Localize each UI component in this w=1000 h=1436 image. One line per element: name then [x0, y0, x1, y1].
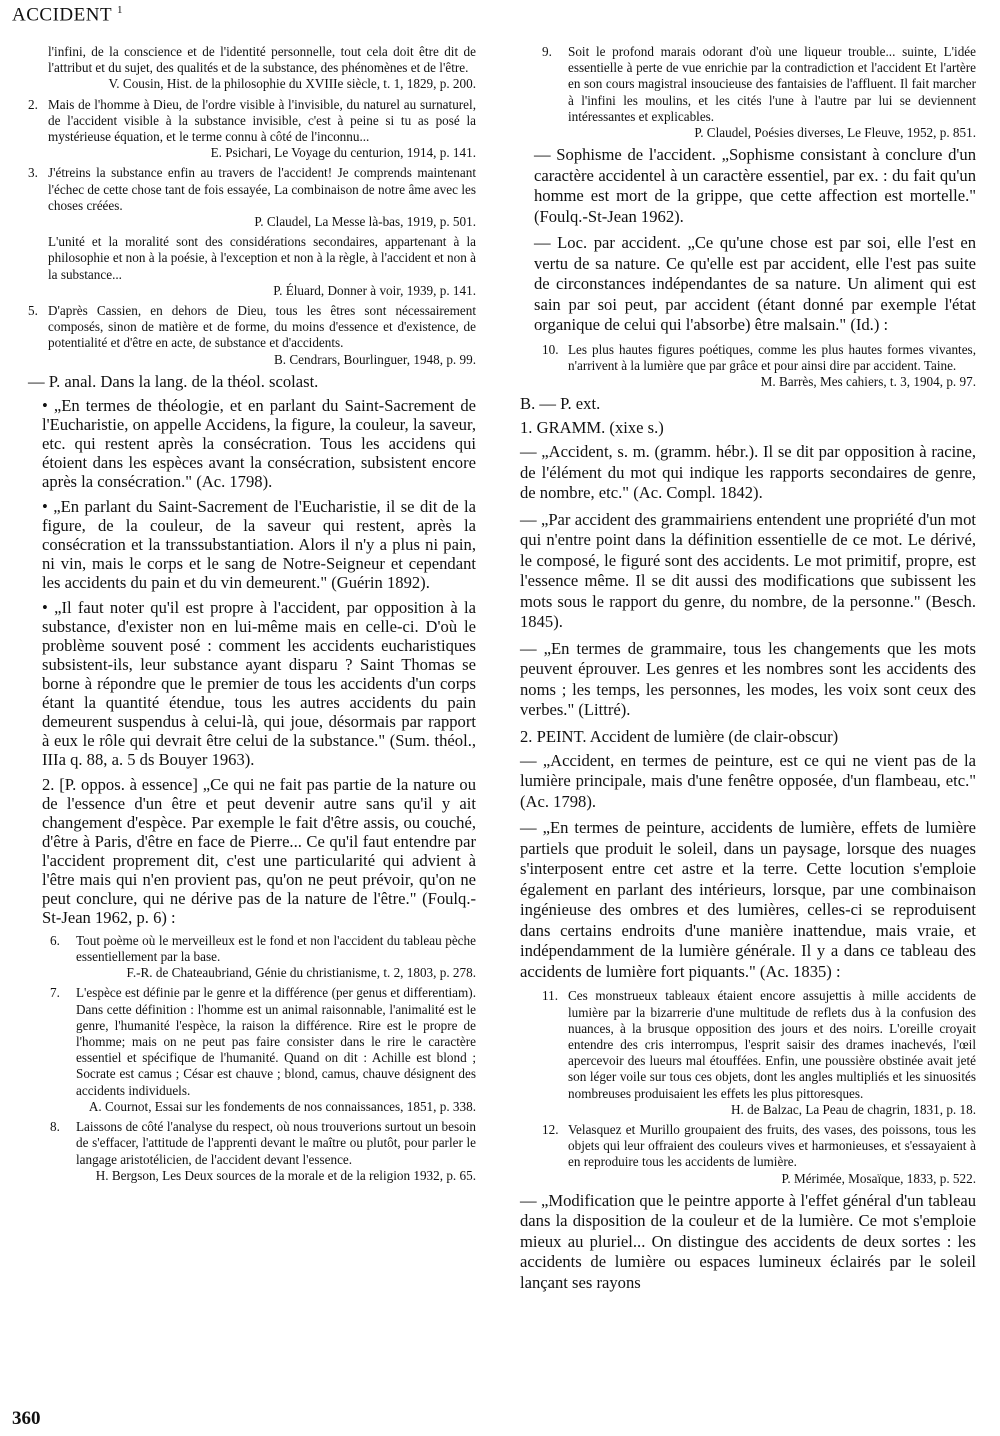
definition-paragraph: — „Par accident des grammairiens entendent une propriété d'un mot qui n'entre point dans la définition essentielle de ce mot. Le dérivé, le composé, le figuré sont des accidents. Le mot primitif, propre, est l'essence même. Il se dit aussi des modifications que subissent les mots sous le rapport du genre, du nombre, de la personne." (Besch. 1845).	[520, 509, 976, 632]
definition-paragraph: — „Accident, en termes de peinture, est ce qui ne vient pas de la lumière principale, mais d'une fenêtre opposée, d'un flambeau, etc." (Ac. 1798).	[520, 750, 976, 811]
section-p-anal: — P. anal. Dans la lang. de la théol. scolast.	[28, 371, 319, 391]
definition-paragraph: • „En termes de théologie, et en parlant du Saint-Sacrement de l'Eucharistie, on appelle Accidens, la figure, la couleur, la saveur, etc. qui restent après la consécration. Tous les accidens qui étoient dans les espèces avant la consécration, subsistent encore après la consécration." (Ac. 1798).	[42, 395, 476, 491]
quote-12: 12. Velasquez et Murillo groupaient des fruits, des vases, des poissons, tous les objets qui leur offraient des couleurs vives et harmonieuses, et s'essayaient à en reproduire tous les accidents de lumière. P. Mérimée, Mosaïque, 1833, p. 522.	[542, 1121, 976, 1186]
quote-5: 5. D'après Cassien, en dehors de Dieu, tous les êtres sont nécessairement composés, sinon de matière et de forme, du moins d'essence et d'existence, de potentialité et d'être en acte, de substance et d'accidents. B. Cendrars, Bourlinguer, 1948, p. 99.	[28, 303, 476, 367]
definition-paragraph: — „Modification que le peintre apporte à l'effet général d'un tableau dans la disposition de la couleur et de la lumière. Ce mot s'emploie mieux au pluriel... On distingue des accidents de deux sortes : les accidents de lumière ou espaces lumineux éclairés par le soleil lançant ses rayons	[520, 1190, 976, 1292]
quote-source: P. Mérimée, Mosaïque, 1833, p. 522.	[781, 1170, 976, 1186]
definition-paragraph: • „En parlant du Saint-Sacrement de l'Eucharistie, il se dit de la figure, de la couleur, de la saveur qui restent, après la consécration et la transsubstantiation. Alors il n'y a plus ni pain, ni vin, mais le corps et le sang de Notre-Seigneur et cependant les accidents du pain et du vin demeurent." (Guérin 1892).	[42, 496, 476, 592]
quote-8: 8. Laissons de côté l'analyse du respect, où nous trouverions surtout un besoin de s'effacer, l'attitude de l'apprenti devant le maître ou plutôt, pour parler le langage aristotélicien, de l'accident devant l'essence. H. Bergson, Les Deux sources de la morale et de la religion 1932, p. 65.	[50, 1119, 476, 1183]
definition-paragraph: — „En termes de peinture, accidents de lumière, effets de lumière partiels que produit le soleil, dans un paysage, lorsque des nuages s'interposent entre cet astre et la terre. Cette locution s'emploie également en parlant des intérieurs, lorsque, par une combinaison ingénieuse des ombres et des lumières, celles-ci se reproduisent dans certains endroits d'une manière inattendue, mais vraie, et indépendamment de la lumière générale. Il y a dans ce tableau des accidents de lumière fort piquants." (Ac. 1835) :	[520, 818, 976, 981]
quote-source: E. Psichari, Le Voyage du centurion, 1914, p. 141.	[210, 145, 476, 161]
quote-source: F.-R. de Chateaubriand, Génie du christianisme, t. 2, 1803, p. 278.	[126, 965, 476, 981]
quote-source: P. Claudel, La Messe là-bas, 1919, p. 501.	[254, 214, 476, 230]
section-peint-head: 2. PEINT. Accident de lumière (de clair-obscur)	[520, 726, 839, 746]
definition-paragraph: 2. [P. oppos. à essence] „Ce qui ne fait pas partie de la nature ou de l'essence d'un être et peut devenir autre sans qu'il y ait changement d'espèce. Par exemple le fait d'être assis, ou couché, d'être à Paris, d'être en face de Pierre... Ce qu'il faut entendre par l'accident proprement dit, c'est une particularité qui advient à l'être mais qui n'en provient pas, qu'on ne peut prévoir, qu'on ne peut conclure, qui ne dérive pas de la nature de l'être." (Foulq.-St-Jean 1962, p. 6) :	[42, 774, 476, 927]
section-gramm-head: 1. GRAMM. (xixe s.)	[520, 418, 664, 438]
definition-paragraph: — Sophisme de l'accident. „Sophisme consistant à conclure d'un caractère accidentel à un caractère essentiel, par ex. : du fait qu'un homme est mort de la grippe, que cette affection est mortelle." (Foulq.-St-Jean 1962).	[534, 145, 976, 226]
left-column	[28, 44, 476, 1188]
quote-source: H. Bergson, Les Deux sources de la morale et de la religion 1932, p. 65.	[95, 1167, 476, 1183]
definition-paragraph: • „Il faut noter qu'il est propre à l'accident, par opposition à la substance, d'exister non en lui-même mais en celle-ci. D'où le problème souvent posé : comment les accidents eucharistiques subsistent-ils, leur substance ayant disparu ? Saint Thomas se borne à répondre que le premier de tous les accidents d'un corps étant la quantité étendue, tous les autres accidents du pain demeurent suspendus à celui-là, qui joue, désormais par rapport à eux le rôle qui devrait être celui de la substance." (Sum. théol., IIIa q. 88, a. 5 ds Bouyer 1963).	[42, 597, 476, 769]
header-title: ACCIDENT	[12, 4, 112, 26]
definition-paragraph: — Loc. par accident. „Ce qu'une chose est par soi, elle l'est en vertu de sa nature. Ce qu'elle est par accident, elle l'est pas suite de circonstances indépendantes de sa nature. Un aliment qui est sain par soi peut, par accident (étant donné par exemple l'état organique de celui qui l'absorbe) être malsain." (Id.) :	[534, 233, 976, 335]
quote-6: 6. Tout poème où le merveilleux est le fond et non l'accident du tableau pèche essentiellement par la base. F.-R. de Chateaubriand, Génie du christianisme, t. 2, 1803, p. 278.	[50, 932, 476, 981]
quote-source: V. Cousin, Hist. de la philosophie du XVIIIe siècle, t. 1, 1829, p. 200.	[108, 76, 476, 92]
right-column	[520, 44, 976, 1299]
header-sup: 1	[116, 4, 123, 16]
quote-source: P. Éluard, Donner à voir, 1939, p. 141.	[273, 282, 476, 298]
quote-source: P. Claudel, Poésies diverses, Le Fleuve, 1952, p. 851.	[694, 125, 976, 141]
definition-paragraph: — „Accident, s. m. (gramm. hébr.). Il se dit par opposition à racine, de l'élément du mot qui indique les rapports secondaires de genre, de nombre, etc." (Ac. Compl. 1842).	[520, 442, 976, 503]
quote-7: 7. L'espèce est définie par le genre et la différence (per genus et differentiam). Dans cette définition : l'homme est un animal raisonnable, l'animalité est le genre, l'humanité l'espèce, la raison la différence. Rire est le propre de l'homme; mais on ne peut pas faire consister dans le rire le caractère essentiel et spécifique de l'humanité. Quand on dit : Achille est blond ; Socrate est camus ; César est chauve ; blond, camus, chauve désignent des accidents individuels. A. Cournot, Essai sur les fondements de nos connaissances, 1851, p. 338.	[50, 985, 476, 1114]
quote-source: B. Cendrars, Bourlinguer, 1948, p. 99.	[273, 351, 476, 367]
quote-4: L'unité et la moralité sont des considérations secondaires, appartenant à la philosophie et non à la poésie, à l'exception et non à la règle, à l'accident et non à la substance... P. Éluard, Donner à voir, 1939, p. 141.	[48, 234, 476, 298]
quote-2: 2. Mais de l'homme à Dieu, de l'ordre visible à l'invisible, du naturel au surnaturel, de l'accident visible à la substance invisible, c'est à peine si tu as posé la mystérieuse équation, et le terme connu à côté de l'inconnu... E. Psichari, Le Voyage du centurion, 1914, p. 141.	[28, 96, 476, 161]
page-number: 360	[12, 1408, 41, 1429]
quote-cont: l'infini, de la conscience et de l'identité personnelle, tout cela doit être dit de l'attribut et du sujet, des qualités et de la substance, des phénomènes et de l'être. V. Cousin, Hist. de la philosophie du XVIIIe siècle, t. 1, 1829, p. 200.	[48, 44, 476, 92]
page-header	[12, 4, 123, 26]
quote-11: 11. Ces monstrueux tableaux étaient encore assujettis à mille accidents de lumière par la bizarrerie d'une multitude de reflets dus à la confusion des nuances, à la brusque opposition des jours et des noirs. L'oreille croyait entendre des cris interrompus, l'esprit saisir des drames inachevés, l'œil apercevoir des lueurs mal étouffées. Enfin, une poussière obstinée avait jeté son léger voile sur tous ces objets, dont les angles multipliés et les sinuosités nombreuses produisaient les effets les plus pittoresques. H. de Balzac, La Peau de chagrin, 1831, p. 18.	[542, 988, 976, 1117]
quote-10: 10. Les plus hautes figures poétiques, comme les plus hautes formes vivantes, n'arrivent à la lumière que par grâce et pour ainsi dire par accident. Taine. M. Barrès, Mes cahiers, t. 3, 1904, p. 97.	[542, 341, 976, 390]
quote-source: H. de Balzac, La Peau de chagrin, 1831, p. 18.	[731, 1101, 976, 1117]
quote-3: 3. J'étreins la substance enfin au travers de l'accident! Je comprends maintenant l'échec de cette chose tant de fois essayée, La combinaison de notre âme avec les choses créées. P. Claudel, La Messe là-bas, 1919, p. 501.	[28, 165, 476, 230]
quote-9: 9. Soit le profond marais odorant d'où une liqueur trouble... suinte, L'idée essentielle à perte de vue enrichie par la contradiction et l'accident Et l'artère en son cours magistral insoucieuse des fantaisies de l'affluent. Il fait marcher à l'infini les moulins, et les cités l'une à l'autre par lui se deviennent intéressantes et explicables. P. Claudel, Poésies diverses, Le Fleuve, 1952, p. 851.	[542, 44, 976, 141]
section-b-head: B. — P. ext.	[520, 394, 601, 414]
definition-paragraph: — „En termes de grammaire, tous les changements que les mots peuvent éprouver. Les genres et les nombres sont les accidents des noms ; les temps, les personnes, les modes, les voix sont ceux des verbes." (Littré).	[520, 638, 976, 720]
quote-source: M. Barrès, Mes cahiers, t. 3, 1904, p. 97.	[760, 374, 976, 390]
quote-source: A. Cournot, Essai sur les fondements de nos connaissances, 1851, p. 338.	[88, 1098, 476, 1114]
